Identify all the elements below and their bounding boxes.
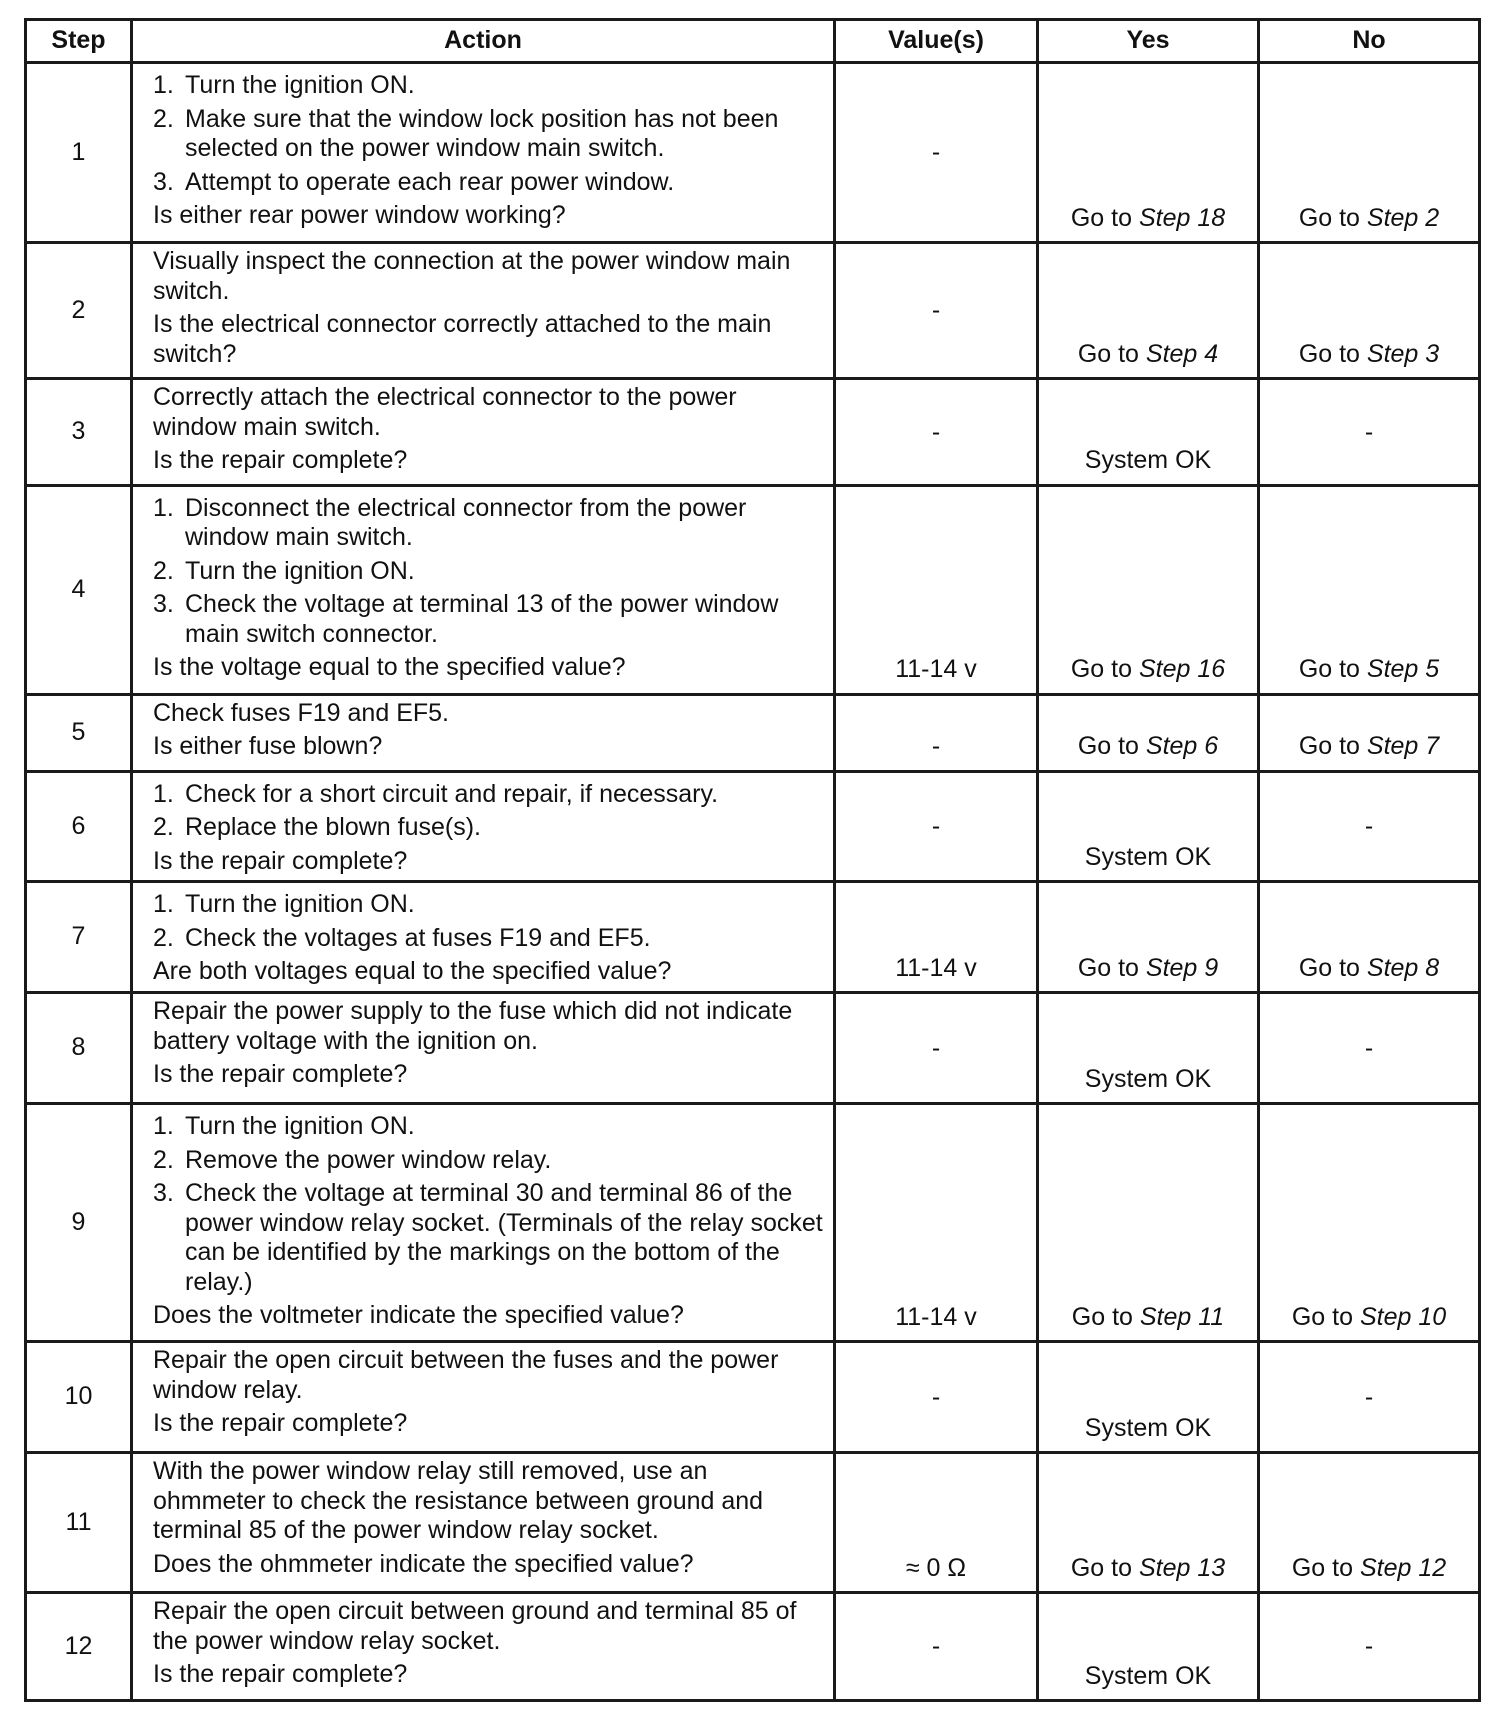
action-question: Is the electrical connector correctly attached to the main switch?	[153, 310, 772, 368]
action-item	[153, 105, 823, 164]
table-row	[26, 1342, 1480, 1453]
item-text: Check for a short circuit and repair, if necessary.	[185, 779, 719, 808]
yes-cell	[1038, 243, 1259, 379]
action-text: Repair the open circuit between the fuses and the power window relay.	[153, 1346, 779, 1404]
goto-step: Step 6	[1145, 732, 1219, 760]
item-text: Turn the ignition ON.	[185, 1112, 415, 1140]
action-cell	[132, 1593, 835, 1701]
goto-step: Step 7	[1366, 732, 1440, 760]
no-cell	[1259, 882, 1480, 993]
step-number: 4	[26, 485, 132, 694]
item-text: Check the voltage at terminal 13 of the power window main switch connector.	[185, 590, 779, 648]
action-item	[153, 890, 823, 920]
goto-prefix: Go to	[1071, 1302, 1140, 1331]
value-cell: 11-14 v	[835, 1104, 1038, 1342]
step-number: 11	[26, 1453, 132, 1593]
step-number: 9	[26, 1104, 132, 1342]
header-no: No	[1259, 20, 1480, 63]
item-number: 3.	[153, 590, 174, 618]
item-number: 2.	[153, 104, 174, 133]
action-question: Is the repair complete?	[153, 446, 408, 474]
action-item	[153, 494, 823, 553]
step-number: 5	[26, 694, 132, 771]
goto-prefix: Go to	[1070, 1553, 1139, 1582]
action-question: Is the repair complete?	[153, 1660, 408, 1688]
yes-cell: System OK	[1038, 1342, 1259, 1453]
action-question: Is the repair complete?	[153, 1060, 408, 1088]
step-number: 2	[26, 243, 132, 379]
value-cell: -	[835, 1342, 1038, 1453]
no-cell: -	[1259, 1593, 1480, 1701]
goto-prefix: Go to	[1070, 655, 1139, 683]
value-cell: 11-14 v	[835, 485, 1038, 694]
item-number: 2.	[153, 813, 174, 841]
value-cell: 11-14 v	[835, 882, 1038, 993]
yes-cell	[1038, 485, 1259, 694]
table-row	[26, 1104, 1480, 1342]
action-text: Repair the open circuit between ground and terminal 85 of the power window relay socket.	[153, 1597, 797, 1655]
action-cell	[132, 1453, 835, 1593]
table-row	[26, 379, 1480, 486]
goto-step: Step 12	[1359, 1553, 1447, 1582]
yes-cell	[1038, 882, 1259, 993]
table-row	[26, 1593, 1480, 1701]
item-text: Replace the blown fuse(s).	[185, 813, 481, 841]
action-item	[153, 71, 823, 101]
action-cell	[132, 1104, 835, 1342]
item-text: Turn the ignition ON.	[185, 71, 415, 99]
item-text: Attempt to operate each rear power window.	[185, 167, 675, 196]
step-number: 12	[26, 1593, 132, 1701]
action-cell	[132, 243, 835, 379]
goto-prefix: Go to	[1298, 655, 1367, 683]
goto-step: Step 16	[1138, 655, 1226, 683]
action-text: Check fuses F19 and EF5.	[153, 698, 449, 727]
item-number: 1.	[153, 493, 174, 522]
no-cell: -	[1259, 1342, 1480, 1453]
yes-cell	[1038, 1104, 1259, 1342]
value-cell: -	[835, 993, 1038, 1104]
item-text: Make sure that the window lock position has not been selected on the power window main switch.	[185, 104, 779, 162]
no-cell: -	[1259, 379, 1480, 486]
value-cell: -	[835, 63, 1038, 243]
table-row	[26, 63, 1480, 243]
action-item	[153, 780, 823, 810]
action-item	[153, 590, 823, 649]
action-text: With the power window relay still removed, use an ohmmeter to check the resistance between ground and terminal 85 of the power window relay socket.	[153, 1457, 764, 1544]
step-number: 6	[26, 771, 132, 882]
goto-step: Step 10	[1359, 1302, 1447, 1331]
action-text: Repair the power supply to the fuse which did not indicate battery voltage with the ignition on.	[153, 997, 793, 1055]
action-cell	[132, 993, 835, 1104]
step-number: 8	[26, 993, 132, 1104]
no-cell	[1259, 1453, 1480, 1593]
value-cell: -	[835, 771, 1038, 882]
goto-prefix: Go to	[1298, 203, 1367, 232]
item-text: Check the voltages at fuses F19 and EF5.	[185, 923, 651, 952]
no-cell	[1259, 694, 1480, 771]
goto-prefix: Go to	[1291, 1302, 1360, 1331]
goto-step: Step 8	[1366, 953, 1440, 982]
diagnostic-table	[24, 18, 1481, 1702]
goto-prefix: Go to	[1077, 953, 1146, 982]
item-number: 1.	[153, 779, 174, 808]
action-question: Is the voltage equal to the specified value?	[153, 653, 626, 681]
goto-step: Step 11	[1139, 1302, 1225, 1331]
item-text: Turn the ignition ON.	[185, 556, 415, 585]
item-text: Disconnect the electrical connector from the power window main switch.	[185, 493, 747, 551]
step-number: 1	[26, 63, 132, 243]
goto-step: Step 4	[1145, 339, 1219, 368]
item-text: Remove the power window relay.	[185, 1145, 552, 1174]
table-row	[26, 771, 1480, 882]
yes-cell: System OK	[1038, 993, 1259, 1104]
item-number: 1.	[153, 71, 174, 99]
action-item	[153, 1179, 823, 1297]
action-item	[153, 168, 823, 198]
action-cell	[132, 694, 835, 771]
no-cell: -	[1259, 993, 1480, 1104]
item-number: 2.	[153, 556, 174, 585]
value-cell: -	[835, 379, 1038, 486]
item-text: Check the voltage at terminal 30 and terminal 86 of the power window relay socket. (Terminals of the relay socket can be identified by the markings on the bottom of the relay.)	[185, 1179, 823, 1296]
table-row	[26, 485, 1480, 694]
yes-cell	[1038, 694, 1259, 771]
action-question: Is the repair complete?	[153, 846, 408, 875]
no-cell	[1259, 63, 1480, 243]
header-step: Step	[26, 20, 132, 63]
goto-step: Step 2	[1366, 203, 1440, 232]
action-cell	[132, 379, 835, 486]
goto-step: Step 13	[1138, 1553, 1226, 1582]
action-question: Is the repair complete?	[153, 1409, 408, 1437]
action-text: Correctly attach the electrical connector to the power window main switch.	[153, 383, 737, 441]
table-row	[26, 882, 1480, 993]
value-cell: ≈ 0 Ω	[835, 1453, 1038, 1593]
goto-step: Step 18	[1138, 203, 1226, 232]
action-question: Are both voltages equal to the specified value?	[153, 957, 672, 985]
goto-prefix: Go to	[1077, 732, 1146, 760]
yes-cell: System OK	[1038, 771, 1259, 882]
no-cell	[1259, 485, 1480, 694]
item-number: 1.	[153, 890, 174, 918]
goto-prefix: Go to	[1070, 203, 1139, 232]
action-question: Is either rear power window working?	[153, 201, 566, 229]
goto-prefix: Go to	[1291, 1553, 1360, 1582]
action-question: Does the voltmeter indicate the specified value?	[153, 1301, 684, 1329]
goto-step: Step 3	[1366, 339, 1440, 368]
action-question: Does the ohmmeter indicate the specified value?	[153, 1549, 694, 1578]
action-cell	[132, 1342, 835, 1453]
item-text: Turn the ignition ON.	[185, 890, 415, 918]
yes-cell	[1038, 63, 1259, 243]
no-cell	[1259, 243, 1480, 379]
action-cell	[132, 485, 835, 694]
goto-prefix: Go to	[1298, 339, 1367, 368]
goto-step: Step 5	[1366, 655, 1440, 683]
action-item	[153, 924, 823, 954]
action-text: Visually inspect the connection at the power window main switch.	[153, 247, 791, 305]
yes-cell	[1038, 1453, 1259, 1593]
item-number: 3.	[153, 1179, 174, 1207]
item-number: 3.	[153, 167, 174, 196]
yes-cell: System OK	[1038, 1593, 1259, 1701]
no-cell	[1259, 1104, 1480, 1342]
table-row	[26, 243, 1480, 379]
goto-step: Step 9	[1145, 953, 1219, 982]
goto-prefix: Go to	[1298, 732, 1367, 760]
action-item	[153, 1146, 823, 1176]
action-question: Is either fuse blown?	[153, 732, 383, 760]
table-row	[26, 1453, 1480, 1593]
goto-prefix: Go to	[1298, 953, 1367, 982]
step-number: 3	[26, 379, 132, 486]
no-cell: -	[1259, 771, 1480, 882]
header-yes: Yes	[1038, 20, 1259, 63]
step-number: 7	[26, 882, 132, 993]
yes-cell: System OK	[1038, 379, 1259, 486]
action-item	[153, 557, 823, 587]
goto-prefix: Go to	[1077, 339, 1146, 368]
table-row	[26, 694, 1480, 771]
action-item	[153, 1112, 823, 1142]
table-row	[26, 993, 1480, 1104]
header-row	[26, 20, 1480, 63]
value-cell: -	[835, 243, 1038, 379]
action-item	[153, 813, 823, 843]
item-number: 2.	[153, 923, 174, 952]
action-cell	[132, 63, 835, 243]
item-number: 2.	[153, 1145, 174, 1174]
step-number: 10	[26, 1342, 132, 1453]
item-number: 1.	[153, 1112, 174, 1140]
header-action: Action	[132, 20, 835, 63]
action-cell	[132, 882, 835, 993]
value-cell: -	[835, 1593, 1038, 1701]
action-cell	[132, 771, 835, 882]
header-values: Value(s)	[835, 20, 1038, 63]
value-cell: -	[835, 694, 1038, 771]
